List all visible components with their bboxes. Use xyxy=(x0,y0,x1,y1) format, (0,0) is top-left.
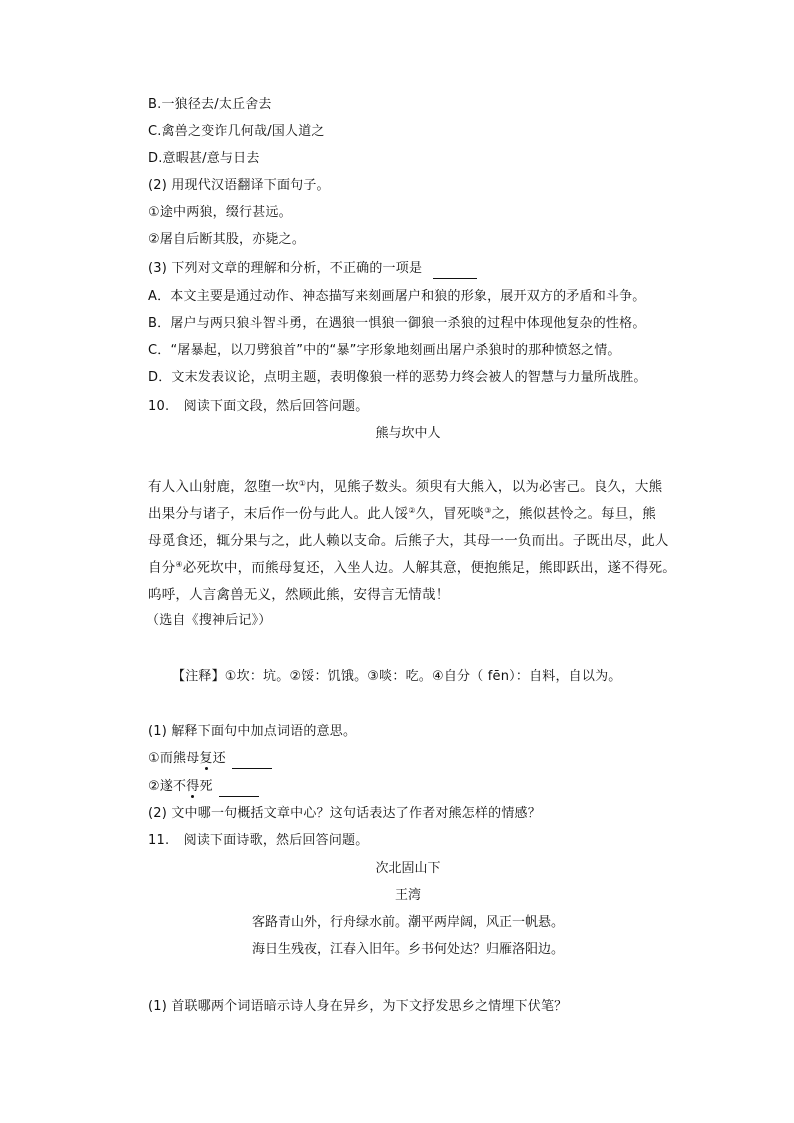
passage-line-5: 呜呼，人言禽兽无义，然顾此熊，安得言无情哉！ xyxy=(148,587,450,603)
passage-text: 出果分与诸子，末后作一份与此人。此人馁 xyxy=(148,506,409,522)
annotation-notes: 【注释】①坎：坑。②馁：饥饿。③啖：吃。④自分（ fēn）：自料，自以为。 xyxy=(172,669,622,684)
word-text: ②遂不 xyxy=(148,779,187,794)
passage-line-2 xyxy=(148,505,656,523)
q11-subquestion-1: (1) 首联哪两个词语暗示诗人身在异乡，为下文抒发思乡之情埋下伏笔？ xyxy=(148,999,568,1014)
dotted-word: 复 xyxy=(199,751,213,766)
answer-blank[interactable] xyxy=(219,778,259,797)
q9-choice-a: A．本文主要是通过动作、神态描写来刻画屠户和狼的形象，展开双方的矛盾和斗争。 xyxy=(148,289,646,304)
passage-title: 熊与坎中人 xyxy=(375,426,441,441)
footnote-marker: ① xyxy=(298,479,307,488)
passage-text: 有人入山射鹿，忽堕一坎 xyxy=(148,479,299,495)
poem-line-1: 客路青山外，行舟绿水前。潮平两岸阔，风正一帆悬。 xyxy=(251,915,564,930)
q11-header xyxy=(148,832,368,850)
q9-choice-d: D．文末发表议论，点明主题，表明像狼一样的恶势力终会被人的智慧与力量所战胜。 xyxy=(148,370,647,385)
footnote-marker: ③ xyxy=(484,506,492,515)
answer-blank[interactable] xyxy=(232,750,272,769)
poem-author: 王湾 xyxy=(394,888,421,903)
word-text: ①而熊母 xyxy=(148,751,200,766)
q9-subquestion-2: (2) 用现代汉语翻译下面句子。 xyxy=(148,178,330,193)
passage-line-3: 母觅食还，辄分果与之，此人赖以支命。后熊子大，其母一一负而出。子既出尽，此人 xyxy=(148,533,669,549)
q10-subquestion-2: (2) 文中哪一句概括文章中心？这句话表达了作者对熊怎样的情感？ xyxy=(148,806,541,821)
q9-option-d: D.意暇甚/意与日去 xyxy=(148,151,260,166)
q9-sentence-2: ②屠自后断其股，亦毙之。 xyxy=(148,232,306,247)
q9-choice-c: C．“屠暴起，以刀劈狼首”中的“暴”字形象地刻画出屠户杀狼时的那种愤怒之情。 xyxy=(148,343,621,358)
q10-word-1 xyxy=(148,750,272,769)
q9-subquestion-3 xyxy=(148,260,477,279)
poem-title: 次北固山下 xyxy=(375,861,441,876)
word-text: 死 xyxy=(199,779,213,794)
q9-subquestion-3-text: (3) 下列对文章的理解和分析，不正确的一项是 xyxy=(148,261,423,276)
passage-text: 久，冒死啖 xyxy=(415,506,485,522)
word-text: 还 xyxy=(212,751,226,766)
passage-line-1 xyxy=(148,478,662,496)
passage-text: 必死坎中，而熊母复还，入坐人边。人解其意，便抱熊足，熊即跃出，遂不得死。 xyxy=(182,560,676,576)
q11-prompt: 阅读下面诗歌，然后回答问题。 xyxy=(183,833,369,848)
passage-text: 内，见熊子数头。须臾有大熊入，以为必害己。良久，大熊 xyxy=(306,479,663,495)
q10-prompt: 阅读下面文段，然后回答问题。 xyxy=(183,399,369,414)
q10-word-2 xyxy=(148,778,259,797)
footnote-marker: ④ xyxy=(175,560,183,569)
q9-option-c: C.禽兽之变诈几何哉/国人道之 xyxy=(148,124,325,139)
q10-header xyxy=(148,398,368,416)
q10-number: 10. xyxy=(148,399,170,414)
q9-sentence-1: ①途中两狼，缀行甚远。 xyxy=(148,205,292,220)
passage-line-4 xyxy=(148,559,676,577)
footnote-marker: ② xyxy=(408,506,416,515)
poem-line-2: 海日生残夜，江春入旧年。乡书何处达？归雁洛阳边。 xyxy=(251,942,564,957)
passage-source: （选自《搜神后记》） xyxy=(146,613,272,628)
dotted-word: 得 xyxy=(186,779,200,794)
q9-choice-b: B．屠户与两只狼斗智斗勇，在遇狼一惧狼一御狼一杀狼的过程中体现他复杂的性格。 xyxy=(148,316,646,331)
q9-option-b: B.一狼径去/太丘舍去 xyxy=(148,97,272,112)
passage-text: 之，熊似甚怜之。每旦，熊 xyxy=(491,506,656,522)
q11-number: 11. xyxy=(148,833,170,848)
passage-text: 自分 xyxy=(148,560,176,576)
q10-subquestion-1: (1) 解释下面句中加点词语的意思。 xyxy=(148,724,357,739)
answer-blank[interactable] xyxy=(433,260,477,279)
